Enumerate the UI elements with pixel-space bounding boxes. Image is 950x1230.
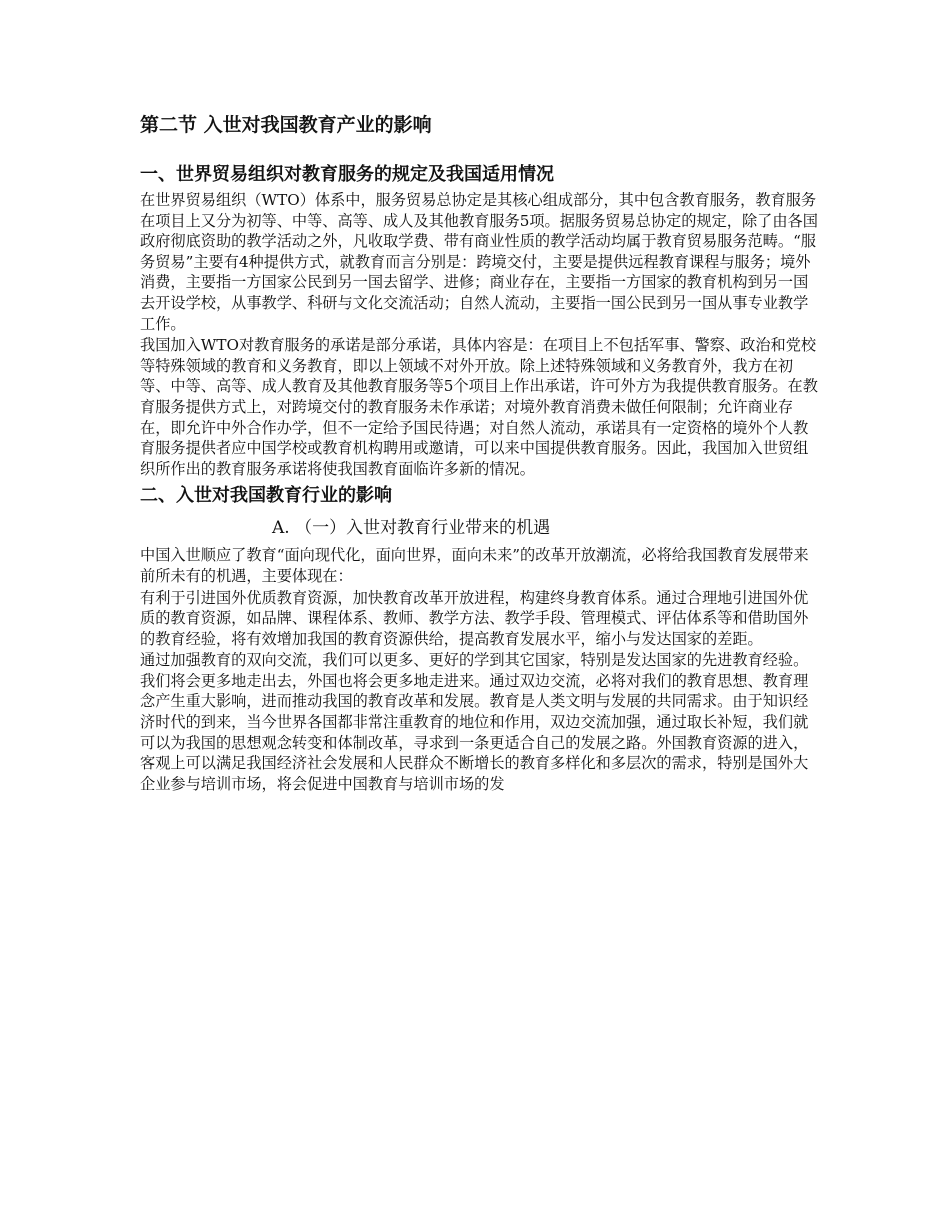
section-title: 第二节 入世对我国教育产业的影响 (140, 114, 432, 136)
subheading-opportunities: A. （一）入世对教育行业带来的机遇 (272, 518, 551, 539)
heading-wto-rules: 一、世界贸易组织对教育服务的规定及我国适用情况 (140, 164, 554, 185)
document-page (140, 112, 820, 795)
paragraph-foreign-resources: 有利于引进国外优质教育资源，加快教育改革开放进程，构建终身教育体系。通过合理地引进国外优质的教育资源，如品牌、课程体系、教师、教学方法、教学手段、管理模式、评估体系等和借助国外的教育经验，将有效增加我国的教育资源供给，提高教育发展水平，缩小与发达国家的差距。 (140, 588, 809, 648)
heading-impact: 二、入世对我国教育行业的影响 (140, 485, 392, 507)
paragraph-exchange: 通过加强教育的双向交流，我们可以更多、更好的学到其它国家，特别是发达国家的先进教育经验。我们将会更多地走出去，外国也将会更多地走进来。通过双边交流，必将对我们的教育思想、教育理念产生重大影响，进而推动我国的教育改革和发展。教育是人类文明与发展的共同需求。由于知识经济时代的到来，当今世界各国都非常注重教育的地位和作用，双边交流加强，通过取长补短，我们就可以为我国的思想观念转变和体制改革，寻求到一条更适合自己的发展之路。外国教育资源的进入，客观上可以满足我国经济社会发展和人民群众不断增长的教育多样化和多层次的需求，特别是国外大企业参与培训市场，将会促进中国教育与培训市场的发 (140, 651, 809, 793)
paragraph-wto-rules: 在世界贸易组织（WTO）体系中，服务贸易总协定是其核心组成部分，其中包含教育服务，教育服务在项目上又分为初等、中等、高等、成人及其他教育服务5项。据服务贸易总协定的规定，除了由各国政府彻底资助的教学活动之外，凡收取学费、带有商业性质的教学活动均属于教育贸易服务范畴。“服务贸易”主要有4种提供方式，就教育而言分别是：跨境交付，主要是提供远程教育课程与服务；境外消费，主要指一方国家公民到另一国去留学、进修；商业存在，主要指一方国家的教育机构到另一国去开设学校，从事教学、科研与文化交流活动；自然人流动，主要指一国公民到另一国从事专业教学工作。 (140, 191, 818, 333)
paragraph-opportunity-intro: 中国入世顺应了教育“面向现代化，面向世界，面向未来”的改革开放潮流，必将给我国教育发展带来前所未有的机遇，主要体现在： (140, 546, 809, 585)
paragraph-china-commitments: 我国加入WTO对教育服务的承诺是部分承诺，具体内容是：在项目上不包括军事、警察、政治和党校等特殊领域的教育和义务教育，即以上领域不对外开放。除上述特殊领域和义务教育外，我方在初等、中等、高等、成人教育及其他教育服务等5个项目上作出承诺，许可外方为我提供教育服务。在教育服务提供方式上，对跨境交付的教育服务未作承诺；对境外教育消费未做任何限制；允许商业存在，即允许中外合作办学，但不一定给予国民待遇；对自然人流动，承诺具有一定资格的境外个人教育服务提供者应中国学校或教育机构聘用或邀请，可以来中国提供教育服务。因此，我国加入世贸组织所作出的教育服务承诺将使我国教育面临许多新的情况。 (140, 336, 818, 478)
